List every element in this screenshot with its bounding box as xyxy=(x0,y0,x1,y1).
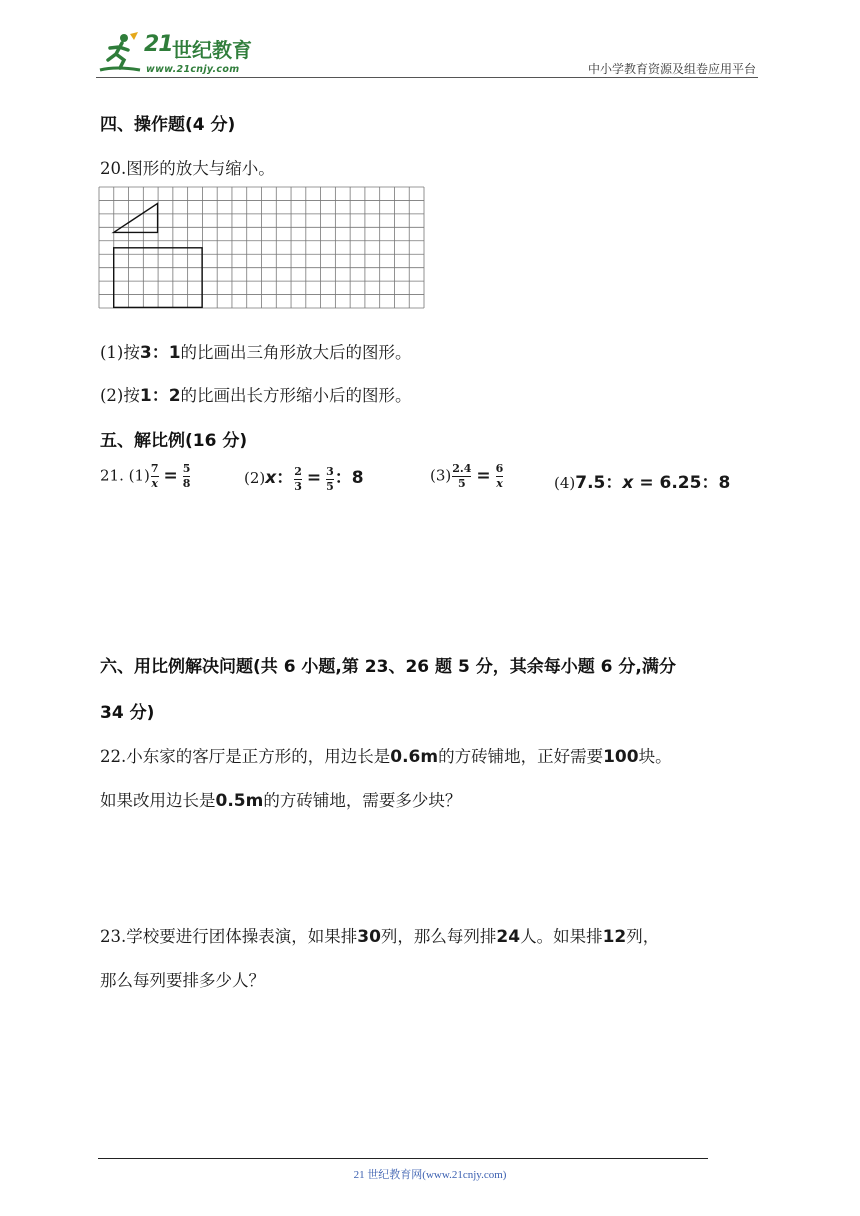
footer-divider xyxy=(98,1158,708,1159)
footer-text: 21 世纪教育网(www.21cnjy.com) xyxy=(353,1169,507,1181)
question-22-line2: 如果改用边长是0.5m的方砖铺地，需要多少块？ xyxy=(100,791,462,811)
logo-number: 21 xyxy=(144,32,173,57)
task-2: (2)按1：2的比画出长方形缩小后的图形。 xyxy=(100,386,412,406)
question-23-line2: 那么每列要排多少人？ xyxy=(100,971,265,990)
logo-chinese-name: 世纪教育 xyxy=(172,38,252,62)
runner-logo-icon xyxy=(94,30,144,80)
problem-21-4: (4)7.5：x = 6.25：8 xyxy=(554,473,731,493)
task-1: (1)按3：1的比画出三角形放大后的图形。 xyxy=(100,343,412,363)
problem-21-3: (3) $\frac{2.4}{5}$ = $\frac{6}{x}$ xyxy=(430,462,504,490)
section5-title: 五、解比例(16 分) xyxy=(100,431,248,451)
drawing-grid xyxy=(98,186,426,310)
problem-21-2: (2)x： $\frac{2}{3}$ = $\frac{3}{5}$ ：8 xyxy=(244,464,364,493)
section6-title-line1: 六、用比例解决问题(共 6 小题,第 23、26 题 5 分，其余每小题 6 分,满分 xyxy=(100,657,676,677)
header-platform-text: 中小学教育资源及组卷应用平台 xyxy=(587,62,756,76)
grid-triangle xyxy=(114,203,158,232)
question-20: 20.图形的放大与缩小。 xyxy=(100,159,275,178)
problem-21-1: 21. (1) $\frac{7}{x}$ = $\frac{5}{8}$ xyxy=(100,462,191,490)
question-22-line1: 22.小东家的客厅是正方形的，用边长是0.6m的方砖铺地，正好需要100块。 xyxy=(100,747,672,767)
header-divider xyxy=(96,77,758,78)
section6-title-line2: 34 分) xyxy=(100,703,155,723)
logo-url: www.21cnjy.com xyxy=(146,64,240,75)
site-logo xyxy=(94,30,264,82)
section4-title: 四、操作题(4 分) xyxy=(100,115,236,135)
question-23-line1: 23.学校要进行团体操表演，如果排30列，那么每列排24人。如果排12列， xyxy=(100,927,660,947)
